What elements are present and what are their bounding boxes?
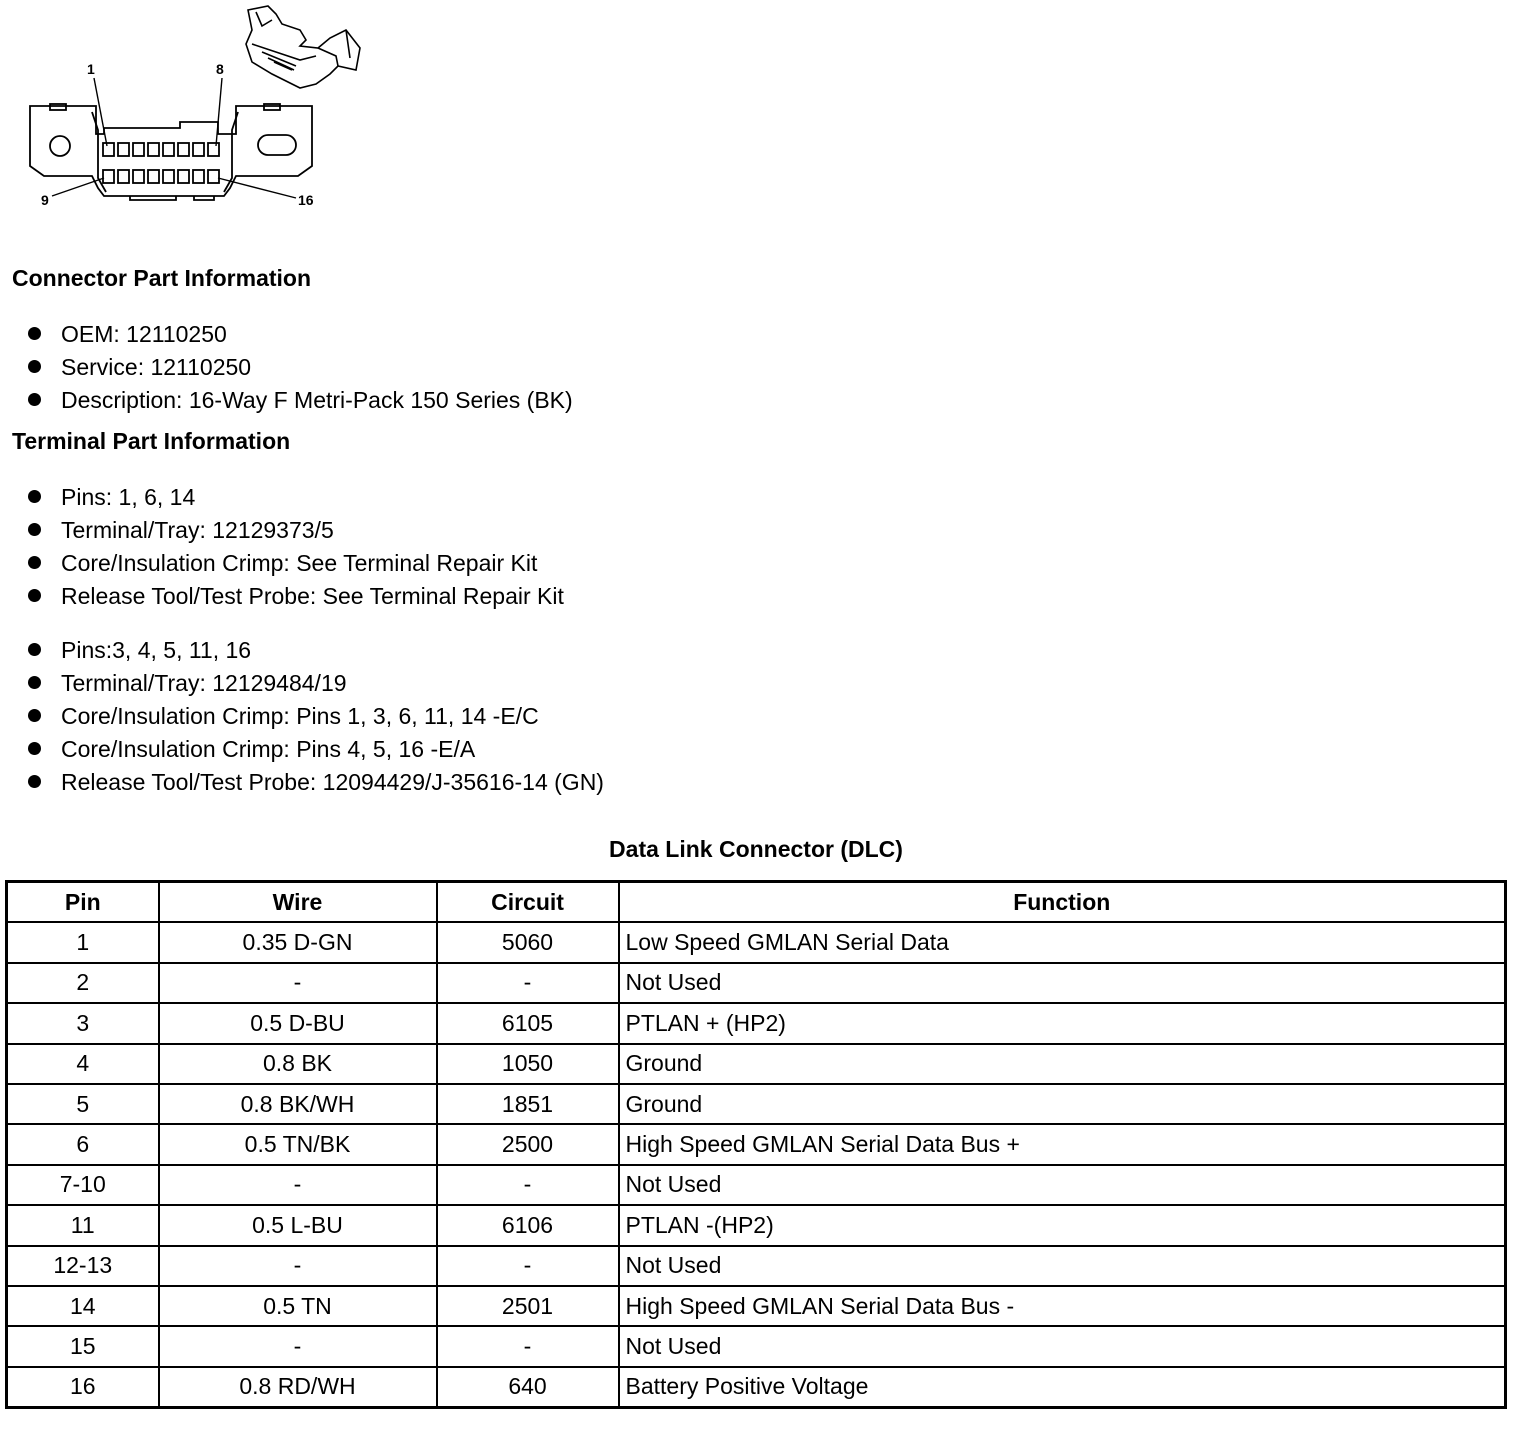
- connector-part-info-list: [28, 318, 573, 417]
- cell-circuit: 640: [437, 1367, 619, 1408]
- connector-3d-view: [246, 6, 360, 88]
- cell-pin: 2: [7, 963, 159, 1003]
- cell-circuit: 6106: [437, 1205, 619, 1245]
- dlc-pin-table: [5, 880, 1507, 1409]
- bullet-icon: [28, 523, 41, 536]
- cell-function: PTLAN -(HP2): [619, 1205, 1506, 1245]
- cell-pin: 6: [7, 1124, 159, 1164]
- cell-circuit: -: [437, 1246, 619, 1286]
- terminal-part-info-title: Terminal Part Information: [12, 428, 291, 454]
- cell-pin: 11: [7, 1205, 159, 1245]
- cell-circuit: 1050: [437, 1044, 619, 1084]
- cell-function: Not Used: [619, 1246, 1506, 1286]
- pin-cavities-top: [103, 143, 219, 156]
- cell-circuit: 2501: [437, 1286, 619, 1326]
- table-row: [7, 1205, 1506, 1245]
- bullet-icon: [28, 709, 41, 722]
- table-row: [7, 1165, 1506, 1205]
- pin-label-1: 1: [87, 61, 95, 77]
- cell-pin: 14: [7, 1286, 159, 1326]
- cell-pin: 15: [7, 1326, 159, 1366]
- bullet-icon: [28, 589, 41, 602]
- cell-pin: 7-10: [7, 1165, 159, 1205]
- list-item: Pins: 1, 6, 14: [28, 481, 564, 514]
- cell-function: Not Used: [619, 1326, 1506, 1366]
- cell-pin: 3: [7, 1003, 159, 1043]
- list-item: Core/Insulation Crimp: Pins 1, 3, 6, 11, 14 -E/C: [28, 700, 604, 733]
- bullet-icon: [28, 393, 41, 406]
- cell-function: Low Speed GMLAN Serial Data: [619, 922, 1506, 962]
- bullet-icon: [28, 775, 41, 788]
- bullet-icon: [28, 327, 41, 340]
- cell-pin: 5: [7, 1084, 159, 1124]
- list-item: Terminal/Tray: 12129484/19: [28, 667, 604, 700]
- list-item: Core/Insulation Crimp: See Terminal Repair Kit: [28, 547, 564, 580]
- cell-wire: -: [159, 1246, 437, 1286]
- connector-diagram: [0, 0, 380, 220]
- cell-function: Not Used: [619, 963, 1506, 1003]
- list-item: Terminal/Tray: 12129373/5: [28, 514, 564, 547]
- cell-function: High Speed GMLAN Serial Data Bus +: [619, 1124, 1506, 1164]
- cell-wire: 0.5 TN/BK: [159, 1124, 437, 1164]
- terminal-part-info-list-1: [28, 481, 564, 613]
- table-row: [7, 1367, 1506, 1408]
- cell-wire: -: [159, 963, 437, 1003]
- table-row: [7, 1246, 1506, 1286]
- list-item: Pins:3, 4, 5, 11, 16: [28, 634, 604, 667]
- cell-circuit: 6105: [437, 1003, 619, 1043]
- cell-circuit: 5060: [437, 922, 619, 962]
- list-item: Release Tool/Test Probe: See Terminal Repair Kit: [28, 580, 564, 613]
- cell-function: Ground: [619, 1084, 1506, 1124]
- cell-function: Ground: [619, 1044, 1506, 1084]
- cell-wire: 0.8 BK/WH: [159, 1084, 437, 1124]
- cell-function: PTLAN + (HP2): [619, 1003, 1506, 1043]
- header-wire: Wire: [159, 882, 437, 923]
- cell-function: Battery Positive Voltage: [619, 1367, 1506, 1408]
- cell-pin: 1: [7, 922, 159, 962]
- cell-pin: 4: [7, 1044, 159, 1084]
- terminal-part-info-list-2: [28, 634, 604, 799]
- cell-circuit: -: [437, 963, 619, 1003]
- list-item: Release Tool/Test Probe: 12094429/J-35616-14 (GN): [28, 766, 604, 799]
- list-item: Description: 16-Way F Metri-Pack 150 Series (BK): [28, 384, 573, 417]
- bullet-icon: [28, 360, 41, 373]
- cell-pin: 12-13: [7, 1246, 159, 1286]
- header-function: Function: [619, 882, 1506, 923]
- cell-wire: -: [159, 1165, 437, 1205]
- header-circuit: Circuit: [437, 882, 619, 923]
- pin-cavities-bottom: [103, 170, 219, 183]
- cell-function: Not Used: [619, 1165, 1506, 1205]
- cell-wire: 0.5 TN: [159, 1286, 437, 1326]
- table-row: [7, 1003, 1506, 1043]
- bullet-icon: [28, 643, 41, 656]
- table-row: [7, 1286, 1506, 1326]
- cell-wire: 0.8 BK: [159, 1044, 437, 1084]
- cell-wire: -: [159, 1326, 437, 1366]
- bullet-icon: [28, 676, 41, 689]
- bullet-icon: [28, 742, 41, 755]
- cell-pin: 16: [7, 1367, 159, 1408]
- table-row: [7, 1084, 1506, 1124]
- cell-wire: 0.8 RD/WH: [159, 1367, 437, 1408]
- bullet-icon: [28, 490, 41, 503]
- list-item: OEM: 12110250: [28, 318, 573, 351]
- connector-part-info-title: Connector Part Information: [12, 265, 312, 291]
- table-row: [7, 1124, 1506, 1164]
- pin-label-9: 9: [41, 192, 49, 208]
- list-item: Service: 12110250: [28, 351, 573, 384]
- table-row: [7, 1044, 1506, 1084]
- table-row: [7, 1326, 1506, 1366]
- pin-label-8: 8: [216, 61, 224, 77]
- cell-circuit: -: [437, 1326, 619, 1366]
- cell-wire: 0.5 L-BU: [159, 1205, 437, 1245]
- cell-circuit: 2500: [437, 1124, 619, 1164]
- header-pin: Pin: [7, 882, 159, 923]
- table-header-row: [7, 882, 1506, 923]
- connector-front-view: [30, 78, 312, 200]
- cell-circuit: -: [437, 1165, 619, 1205]
- table-title: Data Link Connector (DLC): [609, 836, 903, 862]
- pin-label-16: 16: [298, 192, 314, 208]
- cell-function: High Speed GMLAN Serial Data Bus -: [619, 1286, 1506, 1326]
- bullet-icon: [28, 556, 41, 569]
- list-item: Core/Insulation Crimp: Pins 4, 5, 16 -E/A: [28, 733, 604, 766]
- cell-circuit: 1851: [437, 1084, 619, 1124]
- cell-wire: 0.35 D-GN: [159, 922, 437, 962]
- table-row: [7, 922, 1506, 962]
- table-row: [7, 963, 1506, 1003]
- cell-wire: 0.5 D-BU: [159, 1003, 437, 1043]
